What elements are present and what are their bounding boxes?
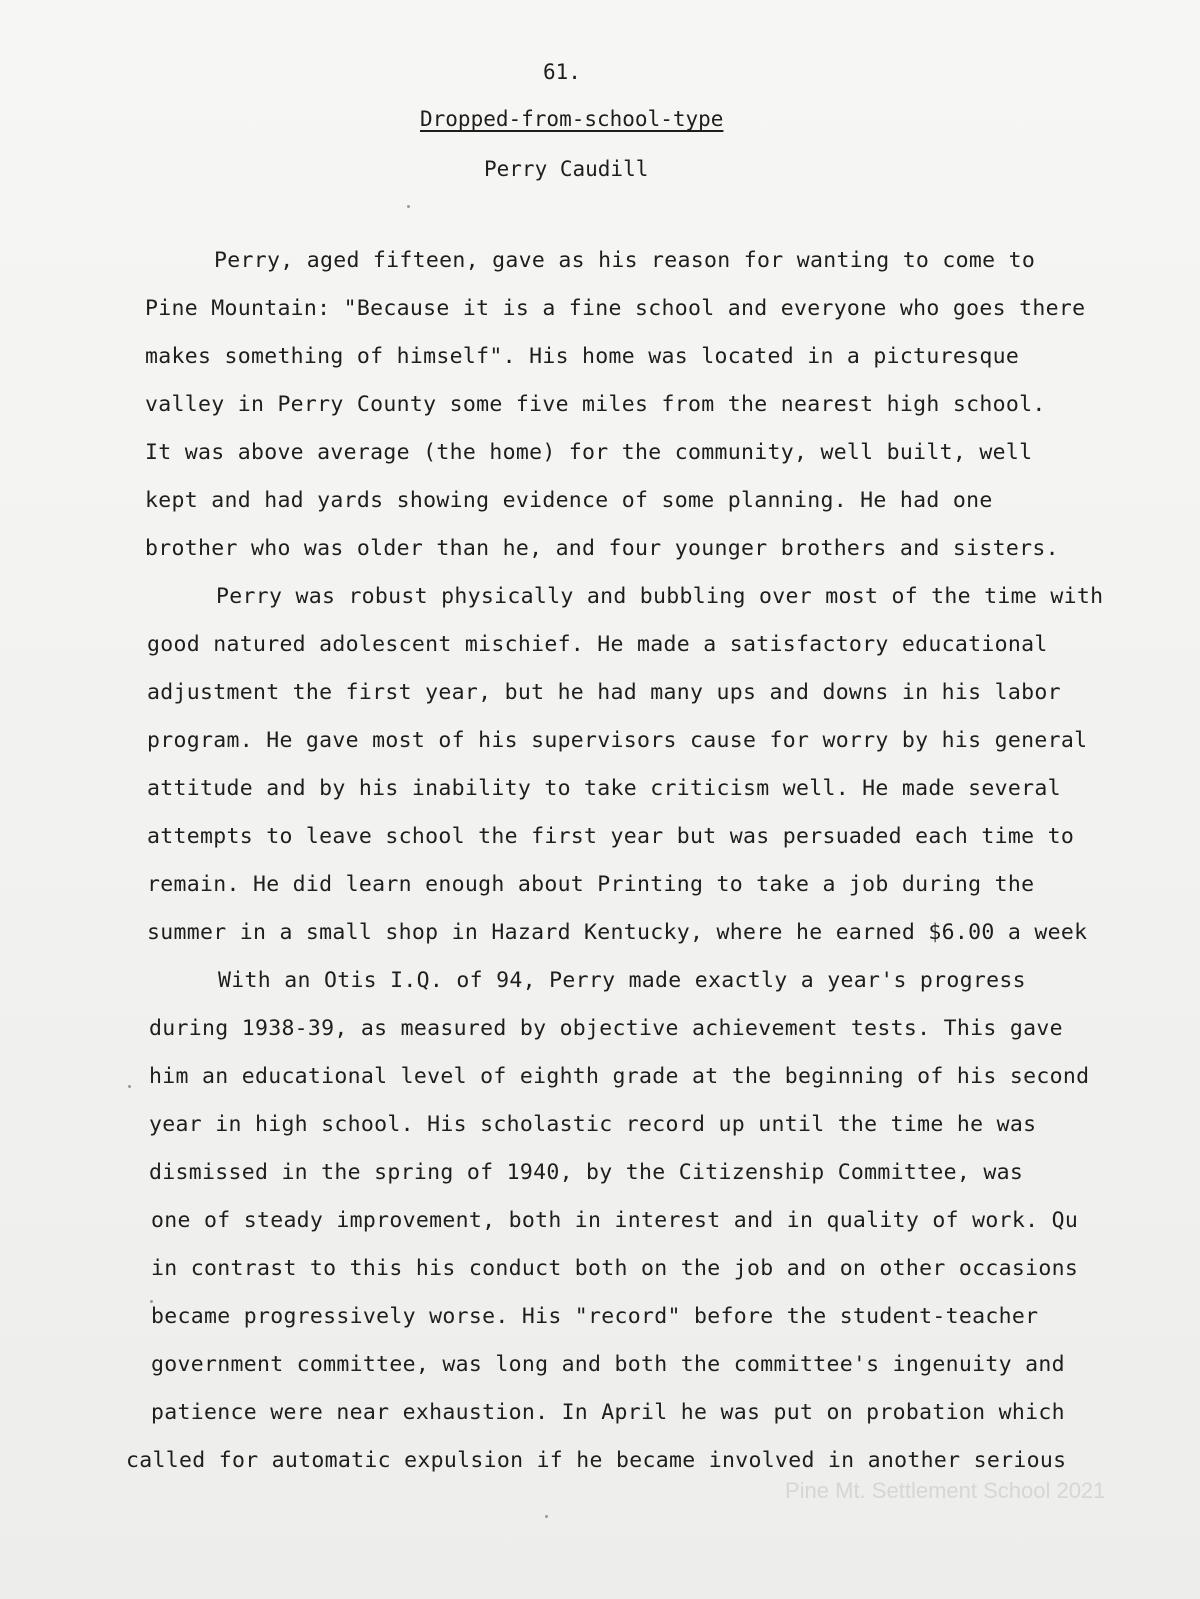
body-line: kept and had yards showing evidence of some planning. He had one: [145, 488, 993, 513]
paper-speck: [545, 1515, 548, 1518]
body-line: Pine Mountain: "Because it is a fine school and everyone who goes there: [145, 296, 1086, 321]
body-line: became progressively worse. His "record" before the student-teacher: [151, 1304, 1039, 1329]
body-line: attitude and by his inability to take criticism well. He made several: [147, 776, 1061, 801]
paper-speck: [150, 1300, 153, 1303]
body-line: brother who was older than he, and four younger brothers and sisters.: [145, 536, 1059, 561]
body-line: one of steady improvement, both in interest and in quality of work. Qu: [151, 1208, 1079, 1233]
body-line: attempts to leave school the first year but was persuaded each time to: [147, 824, 1075, 849]
body-line: him an educational level of eighth grade at the beginning of his second: [149, 1064, 1090, 1089]
body-line: valley in Perry County some five miles from the nearest high school.: [145, 392, 1046, 417]
body-line: dismissed in the spring of 1940, by the Citizenship Committee, was: [149, 1160, 1024, 1185]
subject-name: Perry Caudill: [484, 157, 649, 181]
body-line: in contrast to this his conduct both on the job and on other occasions: [151, 1256, 1079, 1281]
body-line: It was above average (the home) for the community, well built, well: [145, 440, 1033, 465]
section-heading: Dropped-from-school-type: [420, 107, 724, 131]
body-line: Perry, aged fifteen, gave as his reason for wanting to come to: [214, 248, 1036, 273]
body-line: summer in a small shop in Hazard Kentucky, where he earned $6.00 a week: [147, 920, 1088, 945]
body-line: during 1938-39, as measured by objective achievement tests. This gave: [149, 1016, 1063, 1041]
page-number: 61.: [543, 60, 581, 84]
paper-speck: [128, 1085, 131, 1088]
body-line: Perry was robust physically and bubbling over most of the time with: [216, 584, 1104, 609]
body-line: With an Otis I.Q. of 94, Perry made exactly a year's progress: [218, 968, 1026, 993]
body-line: year in high school. His scholastic record up until the time he was: [149, 1112, 1037, 1137]
body-line: program. He gave most of his supervisors cause for worry by his general: [147, 728, 1088, 753]
paper-speck: [407, 205, 410, 208]
body-line: patience were near exhaustion. In April he was put on probation which: [151, 1400, 1065, 1425]
body-line: makes something of himself". His home was located in a picturesque: [145, 344, 1020, 369]
body-line: called for automatic expulsion if he became involved in another serious: [126, 1448, 1067, 1473]
body-line: good natured adolescent mischief. He made a satisfactory educational: [147, 632, 1048, 657]
body-line: remain. He did learn enough about Printing to take a job during the: [147, 872, 1035, 897]
body-line: adjustment the first year, but he had many ups and downs in his labor: [147, 680, 1061, 705]
body-line: government committee, was long and both the committee's ingenuity and: [151, 1352, 1065, 1377]
archive-watermark: Pine Mt. Settlement School 2021: [785, 1478, 1106, 1503]
